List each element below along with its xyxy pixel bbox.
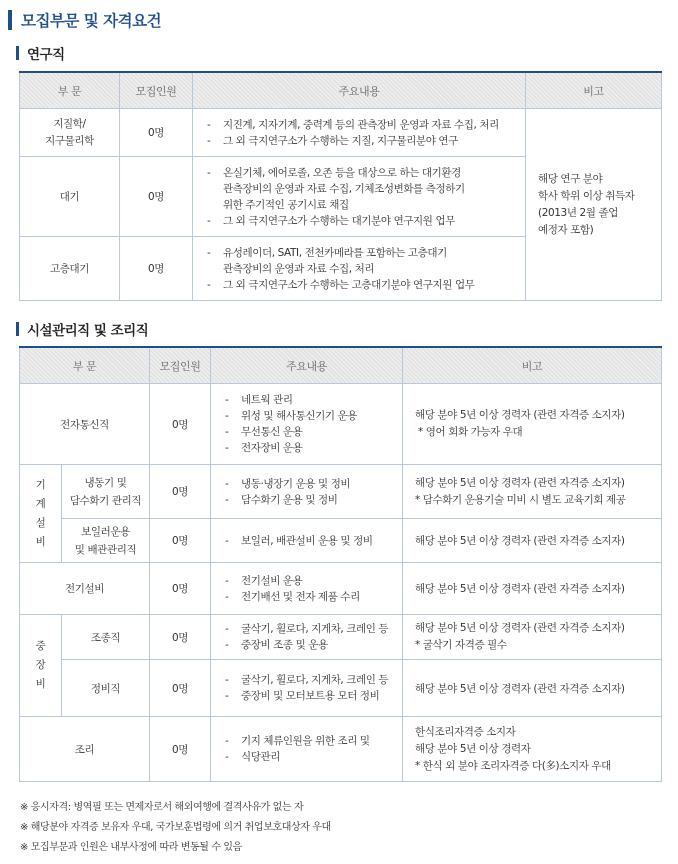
content-item: - 중장비 및 모터보트용 모터 정비 (225, 688, 402, 704)
table-row (20, 519, 662, 563)
dept-label: 보일러운용 (81, 525, 130, 538)
table-row (20, 660, 662, 717)
count-cell: 0명 (150, 717, 211, 782)
content-item: - 기지 체류인원을 위한 조리 및 (225, 733, 402, 749)
content-item: - 무선통신 운용 (225, 424, 402, 440)
note-cell (403, 519, 662, 563)
note-line: (2013년 2월 졸업 (538, 206, 618, 219)
content-item: - 냉동·냉장기 운용 및 정비 (225, 476, 402, 492)
research-table (19, 71, 662, 301)
content-item: - 위성 및 해사통신기기 운용 (225, 408, 402, 424)
dept-cell (62, 465, 150, 519)
facility-table (19, 346, 662, 782)
content-cell (193, 157, 526, 237)
research-table-header (20, 72, 662, 109)
note-cell (403, 717, 662, 782)
count-cell: 0명 (150, 660, 211, 717)
footnote: ※ 해당분야 자격증 보유자 우대, 국가보훈법령에 의거 취업보호대상자 우대 (20, 822, 331, 833)
footnote: ※ 모집부문과 인원은 내부사정에 따라 변동될 수 있음 (20, 842, 242, 853)
note-cell (403, 384, 662, 465)
count-cell: 0명 (150, 384, 211, 465)
group-char: 장 (35, 659, 46, 671)
table-row (20, 384, 662, 465)
dept-label: 지구물리학 (45, 134, 94, 147)
header-count: 모집인원 (120, 72, 193, 109)
group-cell-heavy-equipment (20, 615, 62, 717)
content-line: - 유성레이더, SATI, 전천카메라를 포함하는 고층대기 (223, 246, 447, 259)
dept-label: 지질학/ (53, 117, 86, 130)
content-item: - 그 외 극지연구소가 수행하는 지질, 지구물리분야 연구 (207, 133, 525, 149)
table-row (20, 465, 662, 519)
note-line: 해당 분야 5년 이상 경력자 (관련 자격증 소지자) (415, 583, 625, 595)
dept-cell: 조종직 (62, 615, 150, 660)
note-cell (403, 615, 662, 660)
content-item: - 보일러, 배관설비 운용 및 정비 (225, 533, 402, 549)
count-cell: 0명 (150, 615, 211, 660)
group-char: 기 (35, 478, 46, 491)
title-bar-marker (8, 10, 12, 30)
dept-cell: 고층대기 (20, 237, 120, 301)
group-char: 비 (35, 678, 46, 690)
header-note: 비고 (526, 72, 662, 109)
note-line: 해당 분야 5년 이상 경력자 (관련 자격증 소지자) (415, 682, 625, 695)
note-cell (403, 660, 662, 717)
group-char: 설 (35, 516, 46, 529)
section-bar-marker (16, 322, 19, 336)
note-line: 한식조리자격증 소지자 (415, 725, 516, 738)
content-item (207, 245, 525, 277)
dept-cell: 정비직 (62, 660, 150, 717)
group-char: 계 (35, 497, 46, 510)
header-content: 주요내용 (211, 347, 403, 384)
content-item (207, 165, 525, 213)
count-cell: 0명 (150, 563, 211, 615)
content-line: 관측장비의 운영과 자료 수집, 처리 (223, 262, 375, 275)
content-line: 위한 주기적인 공기시료 채집 (223, 198, 349, 211)
note-line: 예정자 포함) (538, 223, 594, 236)
table-row (20, 615, 662, 660)
note-line: * 영어 회화 가능자 우대 (418, 426, 523, 438)
dept-cell (20, 109, 120, 157)
section-bar-marker (16, 46, 19, 60)
page-title-text: 모집부문 및 자격요건 (21, 12, 162, 30)
content-cell (211, 384, 403, 465)
content-cell (211, 660, 403, 717)
content-item: - 식당관리 (225, 749, 402, 765)
note-line: 해당 분야 5년 이상 경력자 (관련 자격증 소지자) (415, 535, 625, 547)
note-line: 해당 분야 5년 이상 경력자 (415, 742, 531, 755)
group-cell-machinery (20, 465, 62, 563)
note-cell (403, 465, 662, 519)
content-line: - 온실기체, 에어로졸, 오존 등을 대상으로 하는 대기환경 (223, 166, 461, 179)
note-cell (526, 109, 662, 301)
header-count: 모집인원 (150, 347, 211, 384)
section-title-facility (16, 320, 148, 338)
header-dept: 부 문 (20, 347, 150, 384)
section-title-research-text: 연구직 (27, 47, 65, 63)
count-cell: 0명 (120, 237, 193, 301)
content-cell (211, 615, 403, 660)
content-item: - 그 외 극지연구소가 수행하는 고층대기분야 연구지원 업무 (207, 277, 525, 293)
header-note: 비고 (403, 347, 662, 384)
count-cell: 0명 (120, 109, 193, 157)
header-content: 주요내용 (193, 72, 526, 109)
note-line: * 한식 외 분야 조리자격증 다(多)소지자 우대 (415, 759, 611, 772)
table-row (20, 717, 662, 782)
dept-cell: 조리 (20, 717, 150, 782)
dept-label: 담수화기 관리직 (69, 494, 142, 507)
content-item: - 네트웍 관리 (225, 392, 402, 408)
note-line: 해당 분야 5년 이상 경력자 (관련 자격증 소지자) (415, 476, 625, 489)
dept-cell: 대기 (20, 157, 120, 237)
content-cell (211, 465, 403, 519)
facility-table-header (20, 347, 662, 384)
content-cell (211, 717, 403, 782)
dept-cell (62, 519, 150, 563)
count-cell: 0명 (150, 465, 211, 519)
note-line: * 굴삭기 자격증 필수 (415, 639, 507, 651)
note-line: 학사 학위 이상 취득자 (538, 189, 635, 202)
header-dept: 부 문 (20, 72, 120, 109)
content-cell (211, 519, 403, 563)
count-cell: 0명 (150, 519, 211, 563)
page-title (8, 8, 161, 32)
note-line: 해당 분야 5년 이상 경력자 (관련 자격증 소지자) (415, 622, 625, 634)
note-line: 해당 연구 분야 (538, 172, 603, 185)
section-title-research (16, 44, 65, 62)
table-row (20, 563, 662, 615)
group-char: 중 (35, 640, 46, 652)
content-item: - 전기설비 운용 (225, 573, 402, 589)
content-item: - 전기배선 및 전자 제품 수리 (225, 589, 402, 605)
content-item: - 굴삭기, 휠로다, 지게차, 크레인 등 (225, 672, 402, 688)
content-item: - 지진계, 지자기계, 중력계 등의 관측장비 운영과 자료 수집, 처리 (207, 117, 525, 133)
content-item: - 그 외 극지연구소가 수행하는 대기분야 연구지원 업무 (207, 213, 525, 229)
footnotes (20, 798, 331, 858)
dept-cell: 전기설비 (20, 563, 150, 615)
section-title-facility-text: 시설관리직 및 조리직 (27, 323, 149, 339)
content-cell (193, 237, 526, 301)
note-cell (403, 563, 662, 615)
content-line: 관측장비의 운영과 자료 수집, 기체조성변화를 측정하기 (223, 182, 465, 195)
footnote: ※ 응시자격: 병역필 또는 면제자로서 해외여행에 결격사유가 없는 자 (20, 802, 304, 813)
content-cell (193, 109, 526, 157)
note-line: * 담수화기 운용기술 미비 시 별도 교육기회 제공 (415, 493, 626, 506)
table-row (20, 109, 662, 157)
content-item: - 전자장비 운용 (225, 440, 402, 456)
count-cell: 0명 (120, 157, 193, 237)
dept-label: 및 배관관리직 (74, 543, 137, 556)
dept-label: 냉동기 및 (84, 476, 127, 489)
content-item: - 굴삭기, 휠로다, 지게차, 크레인 등 (225, 621, 402, 637)
dept-cell: 전자통신직 (20, 384, 150, 465)
content-item: - 담수화기 운용 및 정비 (225, 492, 402, 508)
note-line: 해당 분야 5년 이상 경력자 (관련 자격증 소지자) (415, 409, 625, 421)
content-item: - 중장비 조종 및 운용 (225, 637, 402, 653)
group-char: 비 (35, 535, 46, 548)
content-cell (211, 563, 403, 615)
